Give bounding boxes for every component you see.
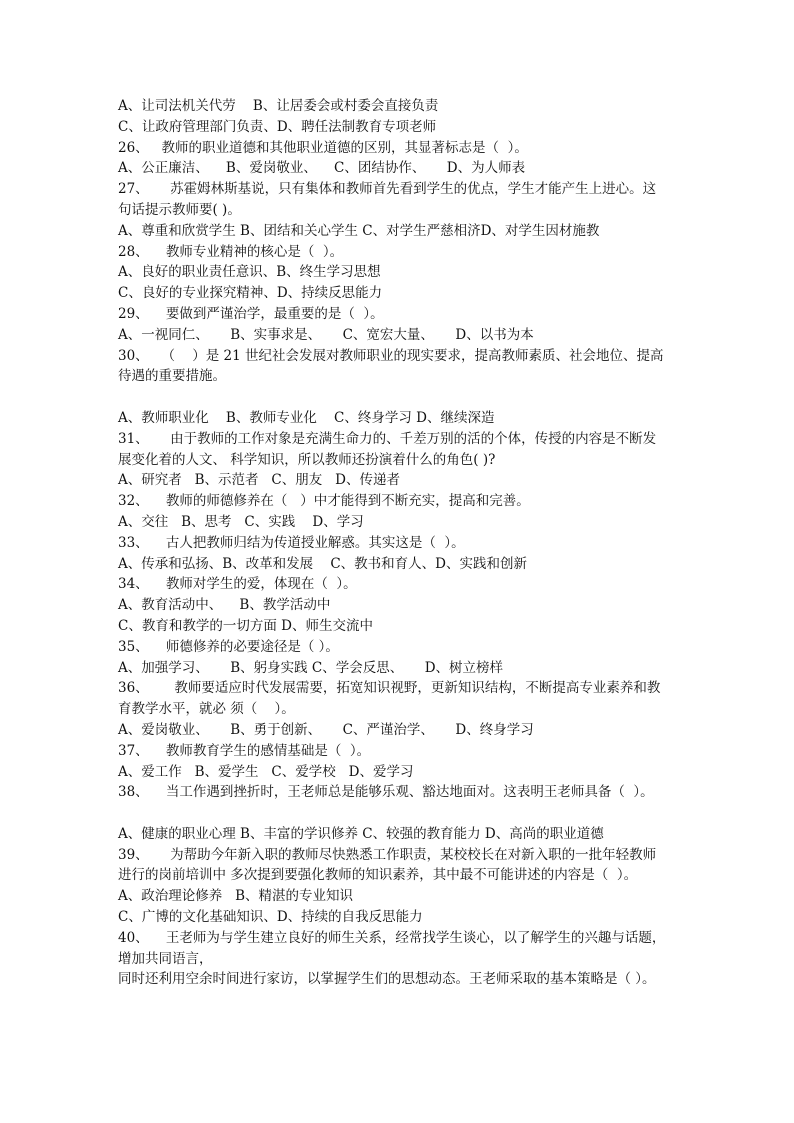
- text-line: A、健康的职业心理 B、丰富的学识修养 C、较强的教育能力 D、高尚的职业道德: [118, 825, 604, 842]
- text-line: 27、 苏霍姆林斯基说，只有集体和教师首先看到学生的优点，学生才能产生上进心。这: [118, 181, 657, 198]
- text-line: A、传承和弘扬、B、改革和发展 C、教书和育人、D、实践和创新: [118, 555, 527, 572]
- text-line: 35、 师德修养的必要途径是（ ）。: [118, 638, 339, 655]
- text-line: 增加共同语言，: [118, 950, 213, 967]
- text-line: A、公正廉洁、 B、爱岗敬业、 C、团结协作、 D、为人师表: [118, 160, 526, 177]
- text-line: 34、 教师对学生的爱，体现在（ ）。: [118, 576, 357, 593]
- text-line: A、良好的职业责任意识、B、终生学习思想: [118, 264, 381, 281]
- text-line: 26、 教师的职业道德和其他职业道德的区别，其显著标志是（ ）。: [118, 139, 528, 156]
- blank-line: [118, 803, 688, 824]
- text-line: C、教育和教学的一切方面 D、师生交流中: [118, 617, 373, 634]
- text-line: A、政治理论修养 B、精湛的专业知识: [118, 888, 354, 905]
- text-line: A、教师职业化 B、教师专业化 C、终身学习 D、继续深造: [118, 409, 495, 426]
- text-line: C、广博的文化基础知识、D、持续的自我反思能力: [118, 909, 423, 926]
- text-line: 39、 为帮助今年新入职的教师尽快熟悉工作职责，某校校长在对新入职的一批年轻教师: [118, 846, 657, 863]
- text-line: 进行的岗前培训中 多次提到要强化教师的知识素养，其中最不可能讲述的内容是（ ）。: [118, 867, 638, 884]
- text-line: 31、 由于教师的工作对象是充满生命力的、千差万别的活的个体，传授的内容是不断发: [118, 430, 657, 447]
- text-line: 句话提示教师要( )。: [118, 201, 241, 218]
- text-line: 同时还利用空余时间进行家访，以掌握学生们的思想动态。王老师采取的基本策略是（ ）。: [118, 971, 656, 988]
- blank-line: [118, 387, 688, 408]
- text-line: A、爱工作 B、爱学生 C、爱学校 D、爱学习: [118, 763, 414, 780]
- text-line: 36、 教师要适应时代发展需要，拓宽知识视野，更新知识结构，不断提高专业素养和教: [118, 680, 661, 697]
- text-line: 28、 教师专业精神的核心是（ ）。: [118, 243, 344, 260]
- text-line: 37、 教师教育学生的感情基础是（ ）。: [118, 742, 371, 759]
- text-line: 30、 （ ）是 21 世纪社会发展对教师职业的现实要求，提高教师素质、社会地位、提高: [118, 347, 664, 364]
- text-line: 展变化着的人文、 科学知识，所以教师还扮演着什么的角色( )?: [118, 451, 496, 468]
- text-line: C、让政府管理部门负责、D、聘任法制教育专项老师: [118, 118, 437, 135]
- text-line: A、一视同仁、 B、实事求是、 C、宽宏大量、 D、以书为本: [118, 326, 534, 343]
- text-line: A、教育活动中、 B、教学活动中: [118, 597, 331, 614]
- text-line: 38、 当工作遇到挫折时，王老师总是能够乐观、豁达地面对。这表明王老师具备（ ）。: [118, 784, 654, 801]
- text-line: A、尊重和欣赏学生 B、团结和关心学生 C、对学生严慈相济D、对学生因材施教: [118, 222, 600, 239]
- text-line: 33、 古人把教师归结为传道授业解惑。其实这是（ ）。: [118, 534, 465, 551]
- text-line: A、让司法机关代劳 B、让居委会或村委会直接负责: [118, 98, 439, 114]
- text-line: 32、 教师的师德修养在（ ）中才能得到不断充实，提高和完善。: [118, 493, 530, 510]
- document-body: [118, 96, 688, 990]
- text-line: A、研究者 B、示范者 C、朋友 D、传递者: [118, 472, 400, 489]
- text-line: A、爱岗敬业、 B、勇于创新、 C、严谨治学、 D、终身学习: [118, 721, 534, 738]
- text-line: 待遇的重要措施。: [118, 368, 226, 385]
- text-line: C、良好的专业探究精神、D、持续反思能力: [118, 285, 383, 302]
- text-line: 29、 要做到严谨治学，最重要的是（ ）。: [118, 305, 384, 322]
- text-line: 育教学水平，就必 须（ ）。: [118, 701, 295, 718]
- text-line: 40、 王老师为与学生建立良好的师生关系，经常找学生谈心，以了解学生的兴趣与话题，: [118, 929, 666, 946]
- text-line: A、加强学习、 B、躬身实践 C、学会反思、 D、树立榜样: [118, 659, 504, 676]
- text-line: A、交往 B、思考 C、实践 D、学习: [118, 513, 364, 530]
